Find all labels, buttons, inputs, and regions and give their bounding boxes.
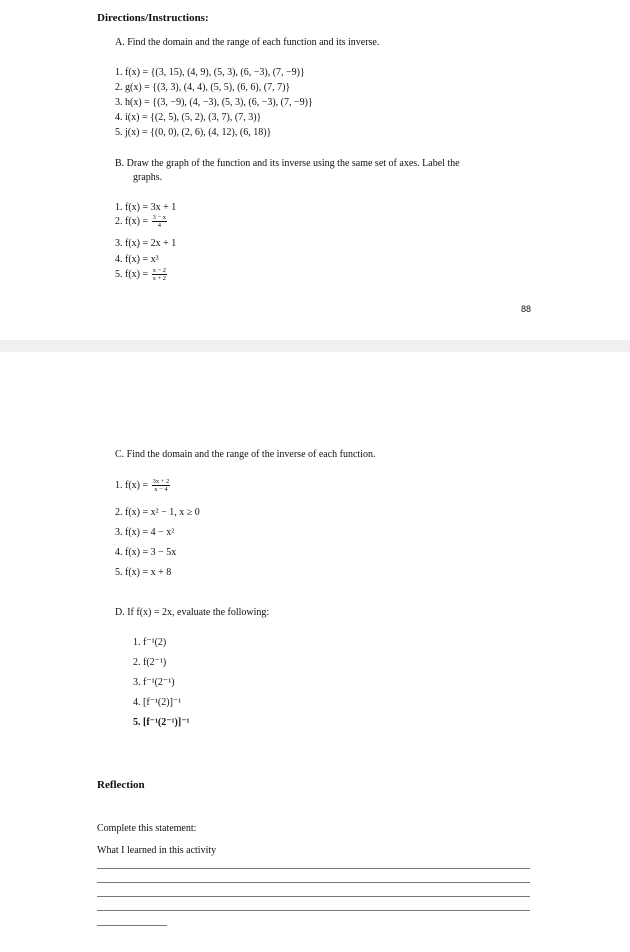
fraction-numerator: 3 − x <box>152 214 167 221</box>
section-d-instruction: D. If f(x) = 2x, evaluate the following: <box>115 607 270 618</box>
answer-line <box>97 882 530 883</box>
answer-line <box>97 868 530 869</box>
fraction-denominator: x − 4 <box>154 486 168 493</box>
fraction <box>152 214 167 229</box>
section-d-item-1: 1. f⁻¹(2) <box>133 637 167 648</box>
reflection-complete-statement: Complete this statement: <box>97 823 197 834</box>
section-d-item-5: 5. [f⁻¹(2⁻¹)]⁻¹ <box>133 717 190 728</box>
section-a-instruction: A. Find the domain and the range of each function and its inverse. <box>115 37 380 48</box>
section-b-item-5 <box>115 267 168 282</box>
section-a-item-3: 3. h(x) = {(3, −9), (4, −3), (5, 3), (6, −3), (7, −9)} <box>115 97 313 108</box>
section-a-item-4: 4. i(x) = {(2, 5), (5, 2), (3, 7), (7, 3)} <box>115 112 262 123</box>
section-b-item-4: 4. f(x) = x³ <box>115 254 159 265</box>
directions-title: Directions/Instructions: <box>97 12 209 24</box>
fraction <box>152 478 171 493</box>
fraction-numerator: 3x + 2 <box>152 478 170 485</box>
reflection-prompt: What I learned in this activity <box>97 845 217 856</box>
section-b-item-2 <box>115 214 168 229</box>
section-a-item-1: 1. f(x) = {(3, 15), (4, 9), (5, 3), (6, −3), (7, −9)} <box>115 67 305 78</box>
section-a-item-2: 2. g(x) = {(3, 3), (4, 4), (5, 5), (6, 6), (7, 7)} <box>115 82 291 93</box>
reflection-title: Reflection <box>97 779 145 791</box>
section-c-item-3: 3. f(x) = 4 − x² <box>115 527 175 538</box>
answer-line <box>97 896 530 897</box>
section-b-item-1: 1. f(x) = 3x + 1 <box>115 202 177 213</box>
section-d-item-3: 3. f⁻¹(2⁻¹) <box>133 677 175 688</box>
section-c-item-1 <box>115 478 171 493</box>
worksheet-page-1 <box>0 0 630 340</box>
worksheet-page-2 <box>0 352 630 952</box>
section-c-item-1-prefix: 1. f(x) = <box>115 479 151 491</box>
section-a-item-5: 5. j(x) = {(0, 0), (2, 6), (4, 12), (6, 18)} <box>115 127 272 138</box>
section-c-item-2: 2. f(x) = x² − 1, x ≥ 0 <box>115 507 200 518</box>
fraction-denominator: 4 <box>157 222 161 229</box>
answer-line <box>97 910 530 911</box>
fraction-numerator: x − 2 <box>152 267 167 274</box>
fraction <box>152 267 167 282</box>
section-c-item-4: 4. f(x) = 3 − 5x <box>115 547 177 558</box>
section-d-item-4: 4. [f⁻¹(2)]⁻¹ <box>133 697 182 708</box>
page-number: 88 <box>521 304 532 314</box>
section-b-item-2-prefix: 2. f(x) = <box>115 215 151 227</box>
section-b-instruction-line-1: B. Draw the graph of the function and its inverse using the same set of axes. Label the <box>115 158 460 169</box>
section-c-item-5: 5. f(x) = x + 8 <box>115 567 172 578</box>
section-b-instruction-line-2: graphs. <box>133 172 163 183</box>
section-b-item-5-prefix: 5. f(x) = <box>115 268 151 280</box>
section-b-item-3: 3. f(x) = 2x + 1 <box>115 238 177 249</box>
answer-line-short <box>97 925 167 926</box>
fraction-denominator: x + 2 <box>152 275 167 282</box>
section-d-item-2: 2. f(2⁻¹) <box>133 657 167 668</box>
section-c-instruction: C. Find the domain and the range of the inverse of each function. <box>115 449 376 460</box>
